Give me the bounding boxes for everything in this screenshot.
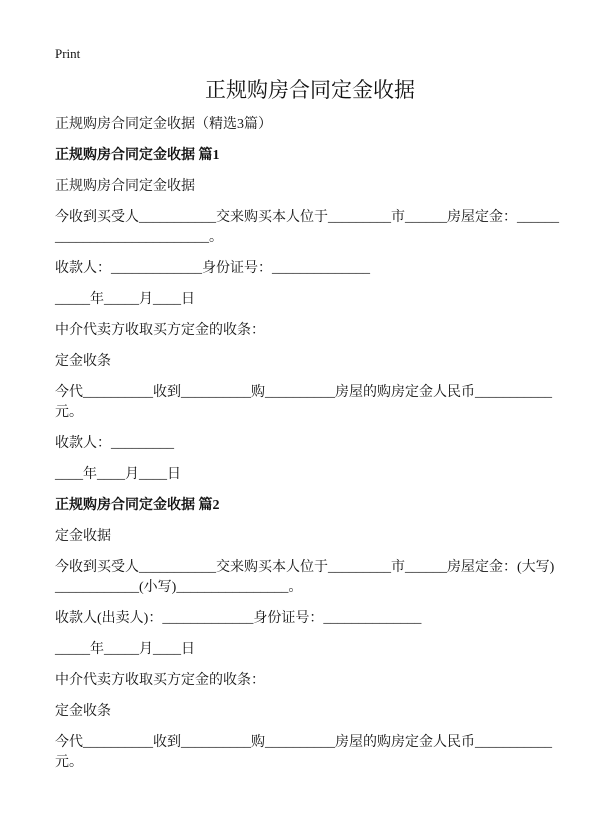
- paragraph: 正规购房合同定金收据（精选3篇）: [55, 117, 272, 132]
- paragraph: 收款人：_________: [55, 436, 174, 451]
- paragraph: 中介代卖方收取买方定金的收条：: [55, 673, 265, 688]
- document-title: 正规购房合同定金收据: [205, 78, 415, 102]
- paragraph: 收款人：_____________身份证号：______________: [55, 261, 370, 276]
- paragraph: 今代__________收到__________购__________房屋的购房定金人民币___________元。: [55, 385, 552, 420]
- paragraph: 今收到买受人___________交来购买本人位于_________市______房屋定金：____________________________。: [55, 210, 559, 245]
- document-body: [55, 115, 560, 773]
- print-link[interactable]: Print: [55, 46, 81, 61]
- section-heading: 正规购房合同定金收据 篇2: [55, 498, 220, 513]
- paragraph: 定金收条: [55, 704, 111, 719]
- paragraph: ____年____月____日: [55, 467, 181, 482]
- section-heading: 正规购房合同定金收据 篇1: [55, 148, 220, 163]
- paragraph: 正规购房合同定金收据: [55, 179, 195, 194]
- paragraph: 今收到买受人___________交来购买本人位于_________市______房屋定金：(大写)____________(小写)________________。: [55, 560, 555, 595]
- paragraph: _____年_____月____日: [55, 642, 195, 657]
- paragraph: 定金收据: [55, 529, 111, 544]
- paragraph: 定金收条: [55, 354, 111, 369]
- paragraph: 今代__________收到__________购__________房屋的购房定金人民币___________元。: [55, 735, 552, 770]
- paragraph: 中介代卖方收取买方定金的收条：: [55, 323, 265, 338]
- paragraph: 收款人(出卖人)：_____________身份证号：______________: [55, 611, 422, 626]
- paragraph: _____年_____月____日: [55, 292, 195, 307]
